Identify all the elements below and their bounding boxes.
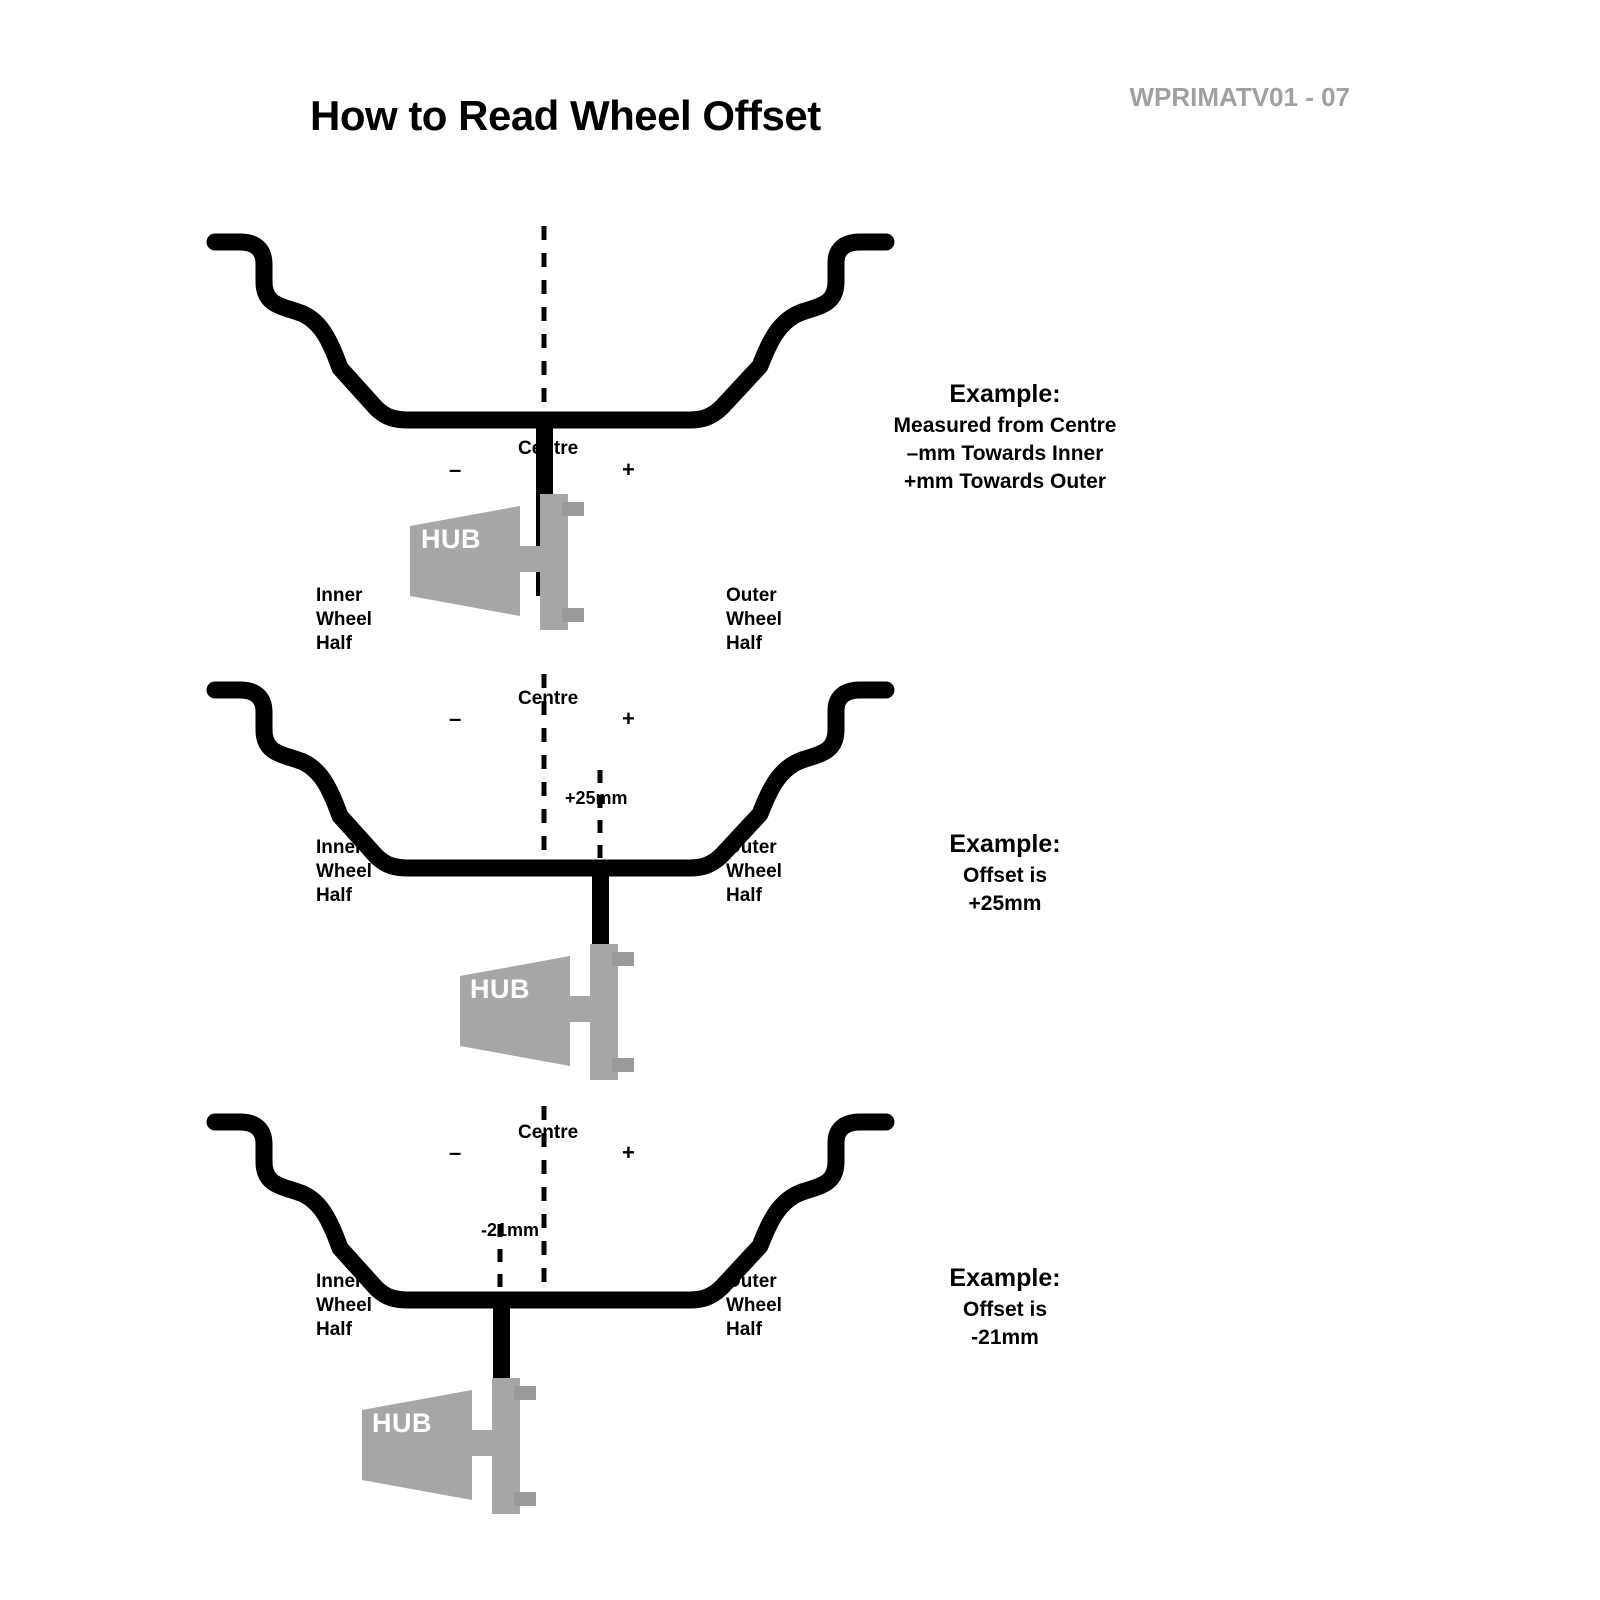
example-block-3 [840,1262,1170,1352]
example-line-1-2: –mm Towards Inner [906,442,1104,466]
centre-label-1: Centre [518,438,579,459]
minus-sign-3: – [449,1140,462,1165]
outer-wheel-half-label-1: Outer Wheel Half [726,585,782,654]
hub-assembly-2 [450,936,710,1086]
hub-assembly-3 [352,1370,612,1520]
hub-label-3: HUB [372,1408,432,1438]
hub-label-2: HUB [470,974,530,1004]
minus-sign-2: – [449,706,462,731]
plus-sign-3: + [622,1140,635,1165]
example-line-3-2: -21mm [971,1326,1039,1350]
hub-assembly-1 [400,486,660,636]
centre-label-3: Centre [518,1122,579,1143]
example-title-2: Example: [949,830,1061,858]
example-line-2-2: +25mm [968,892,1042,916]
diagram-negative-offset [0,1080,1600,1550]
page-title: How to Read Wheel Offset [310,92,821,139]
outer-wheel-half-group-2: Outer Wheel Half [726,837,782,906]
minus-sign-1: – [449,457,462,482]
example-line-1-3: +mm Towards Outer [903,470,1107,494]
example-line-1-1: Measured from Centre [893,413,1117,437]
example-line-3-1: Offset is [962,1297,1048,1321]
example-title-1: Example: [949,380,1061,408]
diagram-zero-offset [0,200,1600,670]
centre-label-2: Centre [518,688,579,709]
hub-label-1: HUB [421,524,481,554]
inner-wheel-half-group-2: Inner Wheel Half [316,837,372,906]
example-block-1 [840,378,1170,497]
inner-wheel-half-group-3: Inner Wheel Half [316,1271,372,1340]
example-block-2 [840,828,1170,918]
plus-sign-2: + [622,706,635,731]
part-code: WPRIMATV01 - 07 [1129,82,1350,112]
example-line-2-1: Offset is [962,863,1048,887]
example-title-3: Example: [949,1264,1061,1292]
offset-marker-label-2: +25mm [565,788,628,808]
outer-wheel-half-group-3: Outer Wheel Half [726,1271,782,1340]
inner-wheel-half-label-1: Inner Wheel Half [316,585,372,654]
offset-marker-label-3: -21mm [481,1220,540,1240]
plus-sign-1: + [622,457,635,482]
diagram-positive-offset [0,648,1600,1118]
